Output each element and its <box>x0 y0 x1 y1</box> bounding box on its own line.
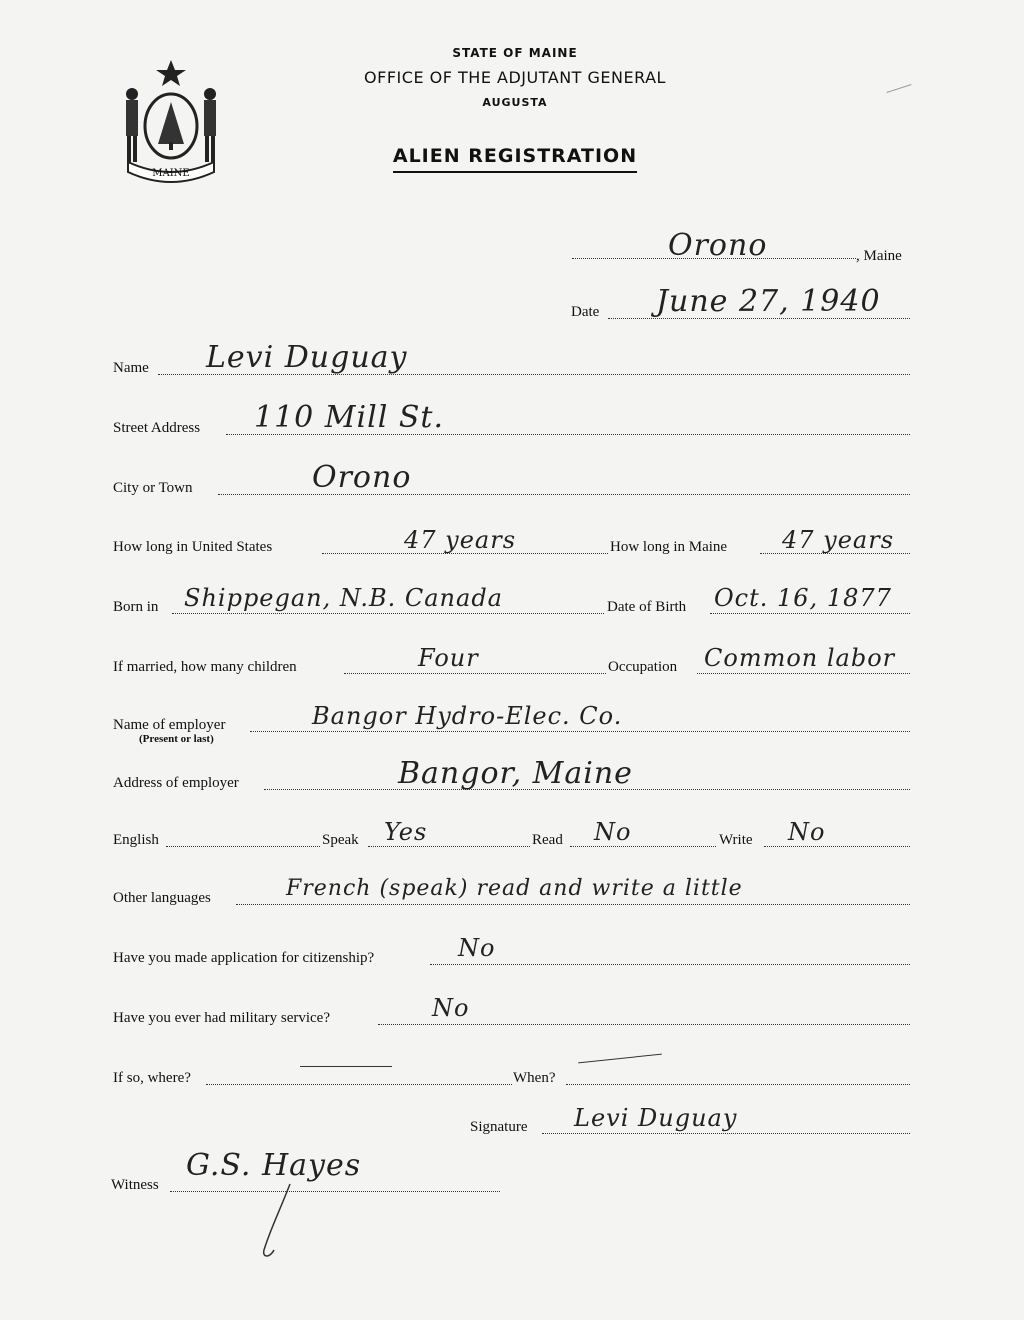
date-of-birth-label: Date of Birth <box>607 599 687 615</box>
name-value: Levi Duguay <box>206 340 408 375</box>
maine-suffix-label: , Maine <box>856 248 902 264</box>
read-label: Read <box>532 832 563 848</box>
children-value: Four <box>418 644 479 672</box>
married-children-label: If married, how many children <box>113 659 297 675</box>
speak-line <box>368 846 530 847</box>
how-long-us-value: 47 years <box>404 526 517 554</box>
read-line <box>570 846 716 847</box>
born-in-label: Born in <box>113 599 159 615</box>
date-label: Date <box>571 304 600 320</box>
witness-flourish-icon <box>250 1180 310 1260</box>
when-label: When? <box>513 1070 556 1086</box>
form-title <box>300 145 730 167</box>
employer-address-value: Bangor, Maine <box>398 756 633 791</box>
street-address-value: 110 Mill St. <box>254 400 444 435</box>
other-languages-label: Other languages <box>113 890 211 906</box>
english-label: English <box>113 832 159 848</box>
military-value: No <box>432 994 470 1022</box>
name-label: Name <box>113 360 149 376</box>
date-of-birth-line <box>710 613 910 614</box>
city-or-town-label: City or Town <box>113 480 193 496</box>
speak-label: Speak <box>322 832 359 848</box>
read-value: No <box>594 818 632 846</box>
seal-motto: MAINE <box>152 168 190 179</box>
other-languages-value: French (speak) read and write a little <box>286 876 743 901</box>
signature-value: Levi Duguay <box>574 1104 738 1132</box>
witness-line <box>170 1191 500 1192</box>
signature-label: Signature <box>470 1119 528 1135</box>
english-line <box>166 846 320 847</box>
citizenship-label: Have you made application for citizenship? <box>113 950 375 966</box>
witness-label: Witness <box>111 1177 159 1193</box>
signature-line <box>542 1133 910 1134</box>
date-value: June 27, 1940 <box>656 284 881 319</box>
maine-state-seal-icon <box>114 56 228 184</box>
date-of-birth-value: Oct. 16, 1877 <box>714 584 892 612</box>
occupation-line <box>697 673 910 674</box>
if-so-where-line <box>206 1084 512 1085</box>
city-heading: AUGUSTA <box>482 96 548 109</box>
check-mark <box>886 84 911 93</box>
employer-address-label: Address of employer <box>113 775 239 791</box>
street-address-label: Street Address <box>113 420 201 436</box>
employer-name-value: Bangor Hydro-Elec. Co. <box>312 702 623 730</box>
employer-name-label: Name of employer <box>113 717 226 733</box>
town-value: Orono <box>668 228 768 263</box>
when-dash-mark <box>578 1054 662 1064</box>
married-children-line <box>344 673 606 674</box>
write-line <box>764 846 910 847</box>
occupation-value: Common labor <box>704 644 896 672</box>
employer-note-label: (Present or last) <box>139 733 214 745</box>
citizenship-value: No <box>458 934 496 962</box>
military-label: Have you ever had military service? <box>113 1010 330 1026</box>
form-title-text: ALIEN REGISTRATION <box>393 145 637 173</box>
write-label: Write <box>719 832 753 848</box>
city-or-town-value: Orono <box>312 460 412 495</box>
occupation-label: Occupation <box>608 659 678 675</box>
how-long-maine-label: How long in Maine <box>610 539 728 555</box>
military-line <box>378 1024 910 1025</box>
how-long-maine-value: 47 years <box>782 526 895 554</box>
office-heading: OFFICE OF THE ADJUTANT GENERAL <box>364 68 666 87</box>
how-long-us-label: How long in United States <box>113 539 273 555</box>
if-so-where-label: If so, where? <box>113 1070 191 1086</box>
citizenship-line <box>430 964 910 965</box>
born-in-line <box>172 613 604 614</box>
write-value: No <box>788 818 826 846</box>
when-line <box>566 1084 910 1085</box>
where-dash-mark <box>300 1066 392 1067</box>
witness-value: G.S. Hayes <box>186 1148 362 1183</box>
state-heading: STATE OF MAINE <box>452 46 578 60</box>
employer-name-line <box>250 731 910 732</box>
speak-value: Yes <box>384 818 428 846</box>
other-languages-line <box>236 904 910 905</box>
born-in-value: Shippegan, N.B. Canada <box>184 584 503 612</box>
